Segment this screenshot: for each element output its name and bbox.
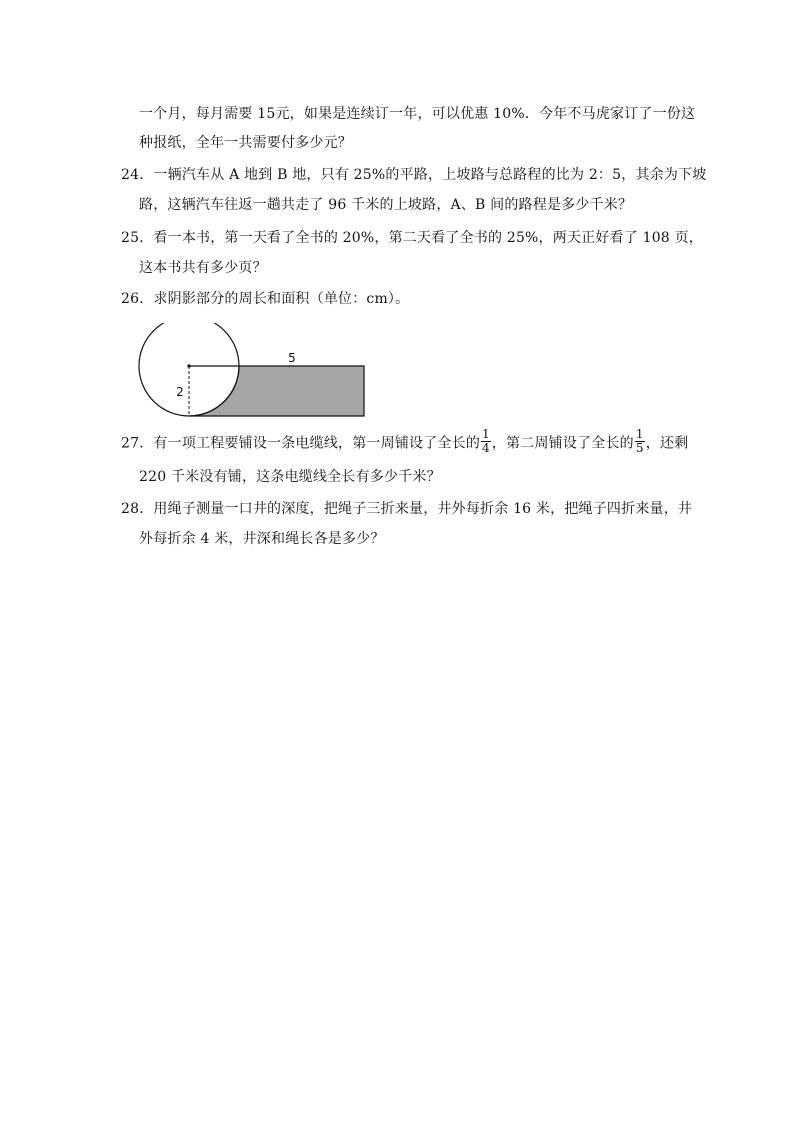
circle-center-dot <box>187 364 190 367</box>
fraction-numerator: 1 <box>635 427 644 441</box>
fraction-numerator: 1 <box>482 427 490 441</box>
q26-figure <box>136 323 376 427</box>
q25-line2: 这本书共有多少页？ <box>139 260 267 276</box>
q23-line1: 一个月，每月需要 15元，如果是连续订一年，可以优惠 10%．今年不马虎家订了一份这 <box>139 106 696 122</box>
fraction-denominator: 5 <box>635 441 644 455</box>
q25-line1: 25．看一本书，第一天看了全书的 20%，第二天看了全书的 25%，两天正好看了 108 页， <box>121 230 703 246</box>
q28-line2: 外每折余 4 米，井深和绳长各是多少？ <box>139 531 385 547</box>
q24-line1: 24．一辆汽车从 A 地到 B 地，只有 25%的平路，上坡路与总路程的比为 2：5，其余为下坡 <box>121 167 707 183</box>
radius-label: 2 <box>176 385 184 399</box>
q27-line2: 220 千米没有铺，这条电缆线全长有多少千米？ <box>139 469 441 485</box>
q27-text-b: ，第二周铺设了全长的 <box>491 435 634 452</box>
circle-rectangle-diagram <box>136 323 376 423</box>
q23-line2: 种报纸，全年一共需要付多少元？ <box>139 135 352 151</box>
length-label: 5 <box>288 351 296 365</box>
fraction-denominator: 4 <box>482 441 490 455</box>
q26-line1: 26．求阴影部分的周长和面积（单位：cm）。 <box>121 291 410 307</box>
q27-line1 <box>121 427 689 457</box>
q27-text-a: 27．有一项工程要铺设一条电缆线，第一周铺设了全长的 <box>121 435 481 452</box>
q28-line1: 28．用绳子测量一口井的深度，把绳子三折来量，井外每折余 16 米，把绳子四折来量，井 <box>121 501 693 517</box>
fraction-one-quarter <box>481 428 491 455</box>
q24-line2: 路，这辆汽车往返一趟共走了 96 千米的上坡路，A、B 间的路程是多少千米？ <box>139 197 633 213</box>
q27-text-c: ，还剩 <box>645 435 689 452</box>
fraction-one-fifth <box>635 428 645 455</box>
